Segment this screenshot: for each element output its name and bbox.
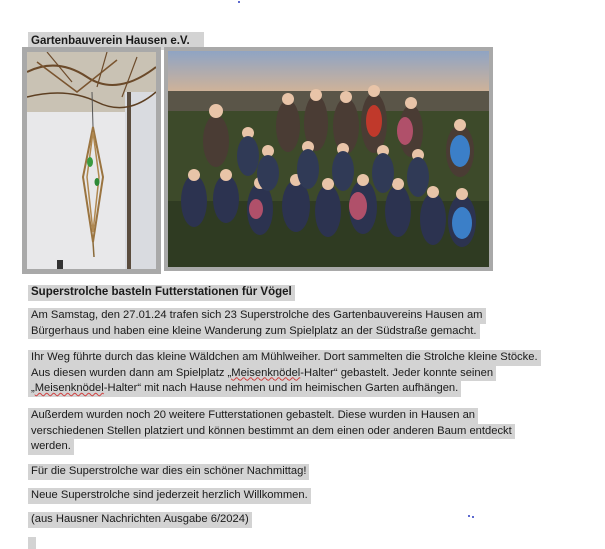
stray-dot <box>468 515 470 517</box>
paragraph-3-line-2: verschiedenen Stellen platziert und können bestimmt an dem einen oder anderen Baum entdeckt <box>28 424 515 440</box>
paragraph-5-line: Neue Superstrolche sind jederzeit herzlich Willkommen. <box>28 488 311 504</box>
article-title-block <box>28 285 568 301</box>
line-3-prefix: „ <box>31 382 35 394</box>
article-title: Superstrolche basteln Futterstationen für Vögel <box>28 285 295 301</box>
paragraph-2-line-3 <box>28 381 461 397</box>
stray-dot <box>472 516 474 518</box>
source-line: (aus Hausner Nachrichten Ausgabe 6/2024) <box>28 512 252 528</box>
paragraph-2-line-1: Ihr Weg führte durch das kleine Wäldchen am Mühlweiher. Dort sammelten die Strolche kleine Stöcke. <box>28 350 541 366</box>
bird-feeder-photo <box>27 52 156 269</box>
paragraph-1-line-2: Bürgerhaus und haben eine kleine Wanderung zum Spielplatz an der Südstraße gemacht. <box>28 324 480 340</box>
spellcheck-term: Meisenknödel <box>231 366 301 379</box>
paragraph-2-line-2 <box>28 366 496 382</box>
organization-name: Gartenbauverein Hausen e.V. <box>28 32 204 50</box>
paragraph-3 <box>28 408 568 455</box>
group-photo-frame <box>164 47 493 271</box>
paragraph-1-line-1: Am Samstag, den 27.01.24 trafen sich 23 Superstrolche des Gartenbauvereins Hausen am <box>28 308 486 324</box>
paragraph-2 <box>28 350 568 397</box>
paragraph-4 <box>28 464 568 480</box>
paragraph-1 <box>28 308 568 339</box>
line-2-suffix: -Halter“ gebastelt. Jeder konnte seinen <box>300 366 494 379</box>
line-2-prefix: Aus diesen wurden dann am Spielplatz „ <box>31 366 232 379</box>
bird-feeder-photo-frame <box>22 47 161 274</box>
paragraph-3-line-1: Außerdem wurden noch 20 weitere Futterstationen gebastelt. Diese wurden in Hausen an <box>28 408 478 424</box>
stray-dot <box>238 1 240 3</box>
selection-edge <box>28 537 36 549</box>
source-note <box>28 512 568 528</box>
paragraph-5 <box>28 488 568 504</box>
paragraph-3-line-3: werden. <box>28 439 74 455</box>
line-3-suffix: -Halter“ mit nach Hause nehmen und im heimischen Garten aufhängen. <box>103 382 459 394</box>
paragraph-4-line: Für die Superstrolche war dies ein schöner Nachmittag! <box>28 464 309 480</box>
spellcheck-term: Meisenknödel <box>34 382 104 394</box>
group-photo <box>168 51 489 267</box>
